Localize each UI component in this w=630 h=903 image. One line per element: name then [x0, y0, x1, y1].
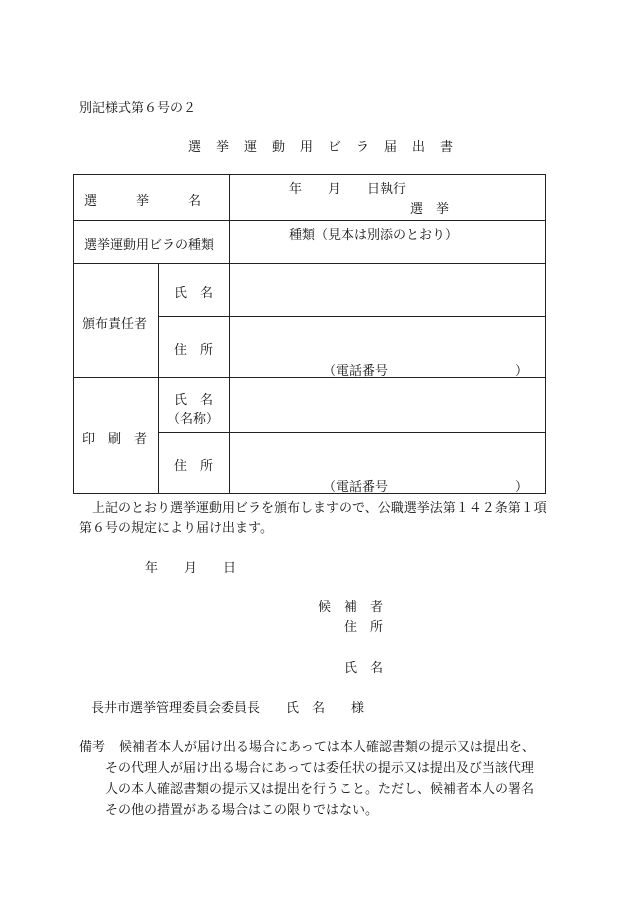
distributor-address-label: 住 所	[174, 343, 214, 358]
distributor-label-cell	[74, 264, 159, 378]
distributor-label: 頒布責任者	[82, 317, 148, 332]
election-date: 年 月 日執行	[289, 182, 407, 197]
election-label: 選 挙 名	[84, 194, 202, 209]
candidate-address-label: 住 所	[344, 620, 384, 635]
printer-name-field[interactable]	[230, 378, 546, 433]
printer-name-alias-label: （名称）	[167, 412, 220, 427]
flyer-type-label: 選挙運動用ビラの種類	[84, 238, 215, 253]
distributor-name-label: 氏 名	[174, 286, 214, 301]
flyer-type-value-cell[interactable]	[230, 221, 546, 264]
distributor-address-label-cell	[159, 317, 230, 378]
declaration-line-1: 上記のとおり選挙運動用ビラを頒布しますので、公職選挙法第１４２条第１項	[92, 501, 547, 516]
notification-form-table	[73, 174, 546, 494]
printer-label-cell	[74, 378, 159, 494]
declaration-line-2: 第６号の規定により届け出ます。	[79, 521, 273, 536]
printer-name-label-cell	[159, 378, 230, 433]
addressee: 長井市選挙管理委員会委員長 氏 名 様	[91, 701, 365, 716]
notes-line-1	[79, 737, 559, 758]
candidate-name-label: 氏 名	[344, 661, 384, 676]
printer-phone-open: （電話番号	[323, 480, 389, 495]
printer-label: 印 刷 者	[82, 432, 148, 447]
notes-line-4: その他の措置がある場合はこの限りではない。	[105, 803, 379, 818]
election-suffix: 選 挙	[410, 202, 450, 217]
election-value-cell[interactable]	[230, 175, 546, 221]
declaration-text	[79, 499, 549, 539]
printer-phone-close: ）	[515, 480, 529, 495]
notes-text-1: 候補者本人が届け出る場合にあっては本人確認書類の提示又は提出を、	[119, 740, 535, 755]
notes-line-3: 人の本人確認書類の提示又は提出を行うこと。ただし、候補者本人の署名	[105, 782, 535, 797]
election-label-cell	[74, 175, 230, 221]
submission-date[interactable]: 年 月 日	[145, 561, 237, 576]
printer-address-field[interactable]	[230, 433, 546, 494]
notes-line-2: その代理人が届け出る場合にあっては委任状の提示又は提出及び当該代理	[105, 761, 534, 776]
printer-address-label-cell	[159, 433, 230, 494]
distributor-name-field[interactable]	[230, 264, 546, 317]
flyer-type-label-cell	[74, 221, 230, 264]
distributor-phone-close: ）	[515, 364, 529, 379]
notes-heading: 備考	[79, 740, 106, 755]
document-title: 選挙運動用ビラ届出書	[188, 140, 469, 155]
notes-section	[79, 737, 559, 821]
distributor-name-label-cell	[159, 264, 230, 317]
flyer-type-value: 種類（見本は別添のとおり）	[289, 228, 459, 243]
form-number: 別記様式第６号の２	[79, 101, 197, 116]
printer-name-label: 氏 名	[174, 393, 214, 408]
candidate-label: 候 補 者	[318, 600, 384, 615]
distributor-phone-open: （電話番号	[323, 364, 389, 379]
printer-address-label: 住 所	[174, 459, 214, 474]
distributor-address-field[interactable]	[230, 317, 546, 378]
